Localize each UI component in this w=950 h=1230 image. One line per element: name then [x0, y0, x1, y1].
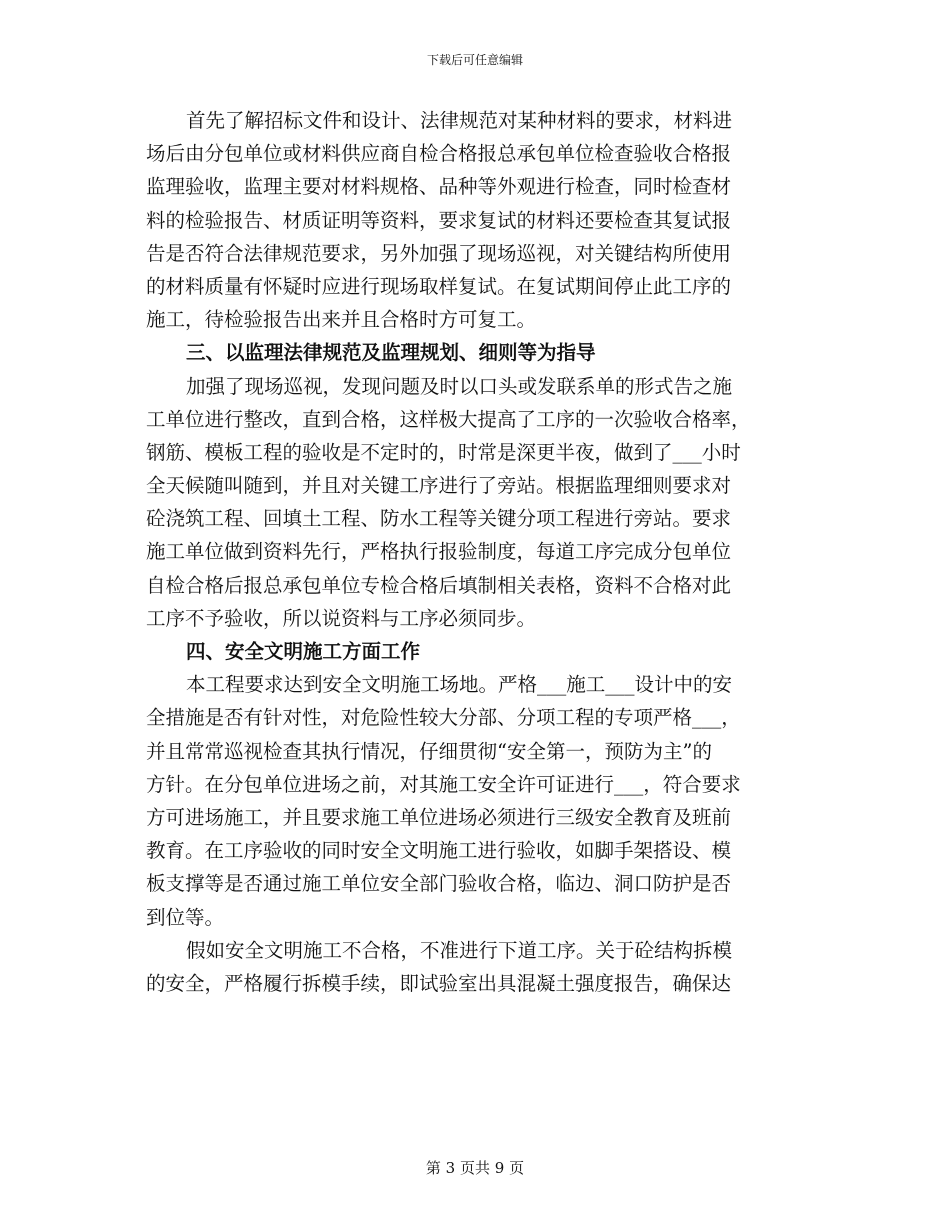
- paragraph-line: 监理验收，监理主要对材料规格、品种等外观进行检查，同时检查材: [146, 175, 732, 199]
- paragraph-line: 料的检验报告、材质证明等资料，要求复试的材料还要检查其复试报: [146, 208, 732, 232]
- paragraph-line: 告是否符合法律规范要求，另外加强了现场巡视，对关键结构所使用: [146, 241, 732, 265]
- paragraph-line: 假如安全文明施工不合格，不准进行下道工序。关于砼结构拆模: [186, 938, 733, 962]
- paragraph-line: 方可进场施工，并且要求施工单位进场必须进行三级安全教育及班前: [146, 805, 732, 829]
- paragraph-line: 全天候随叫随到，并且对关键工序进行了旁站。根据监理细则要求对: [146, 474, 732, 498]
- page-footer: 第 3 页共 9 页: [425, 1159, 525, 1177]
- paragraph-line: 方针。在分包单位进场之前，对其施工安全许可证进行___，符合要求: [146, 772, 741, 796]
- paragraph-line: 钢筋、模板工程的验收是不定时的，时常是深更半夜，做到了___小时: [146, 440, 741, 464]
- paragraph-line: 教育。在工序验收的同时安全文明施工进行验收，如脚手架搭设、模: [146, 839, 732, 863]
- paragraph-line: 的材料质量有怀疑时应进行现场取样复试。在复试期间停止此工序的: [146, 274, 732, 298]
- paragraph-line: 的安全，严格履行拆模手续，即试验室出具混凝土强度报告，确保达: [146, 971, 732, 995]
- paragraph-line: 本工程要求达到安全文明施工场地。严格___施工___设计中的安: [186, 673, 733, 697]
- paragraph-line: 加强了现场巡视，发现问题及时以口头或发联系单的形式告之施: [186, 374, 733, 398]
- paragraph-line: 并且常常巡视检查其执行情况，仔细贯彻“安全第一，预防为主”的: [146, 739, 712, 763]
- paragraph-line: 自检合格后报总承包单位专检合格后填制相关表格，资料不合格对此: [146, 573, 732, 597]
- paragraph-line: 工序不予验收，所以说资料与工序必须同步。: [146, 606, 537, 630]
- paragraph-line: 砼浇筑工程、回填土工程、防水工程等关键分项工程进行旁站。要求: [146, 507, 732, 531]
- section-heading: 四、安全文明施工方面工作: [186, 640, 421, 663]
- paragraph-line: 到位等。: [146, 905, 225, 929]
- paragraph-line: 板支撑等是否通过施工单位安全部门验收合格，临边、洞口防护是否: [146, 872, 732, 896]
- section-heading: 三、以监理法律规范及监理规划、细则等为指导: [186, 341, 596, 365]
- paragraph-line: 场后由分包单位或材料供应商自检合格报总承包单位检查验收合格报: [146, 142, 732, 166]
- paragraph-line: 全措施是否有针对性，对危险性较大分部、分项工程的专项严格___，: [146, 706, 741, 730]
- document-body: [146, 104, 810, 1000]
- page-header: 下载后可任意编辑: [426, 53, 523, 67]
- paragraph-line: 工单位进行整改，直到合格，这样极大提高了工序的一次验收合格率，: [146, 407, 751, 431]
- paragraph-line: 施工单位做到资料先行，严格执行报验制度，每道工序完成分包单位: [146, 540, 732, 564]
- paragraph-line: 施工，待检验报告出来并且合格时方可复工。: [146, 308, 537, 332]
- paragraph-line: 首先了解招标文件和设计、法律规范对某种材料的要求，材料进: [186, 109, 733, 132]
